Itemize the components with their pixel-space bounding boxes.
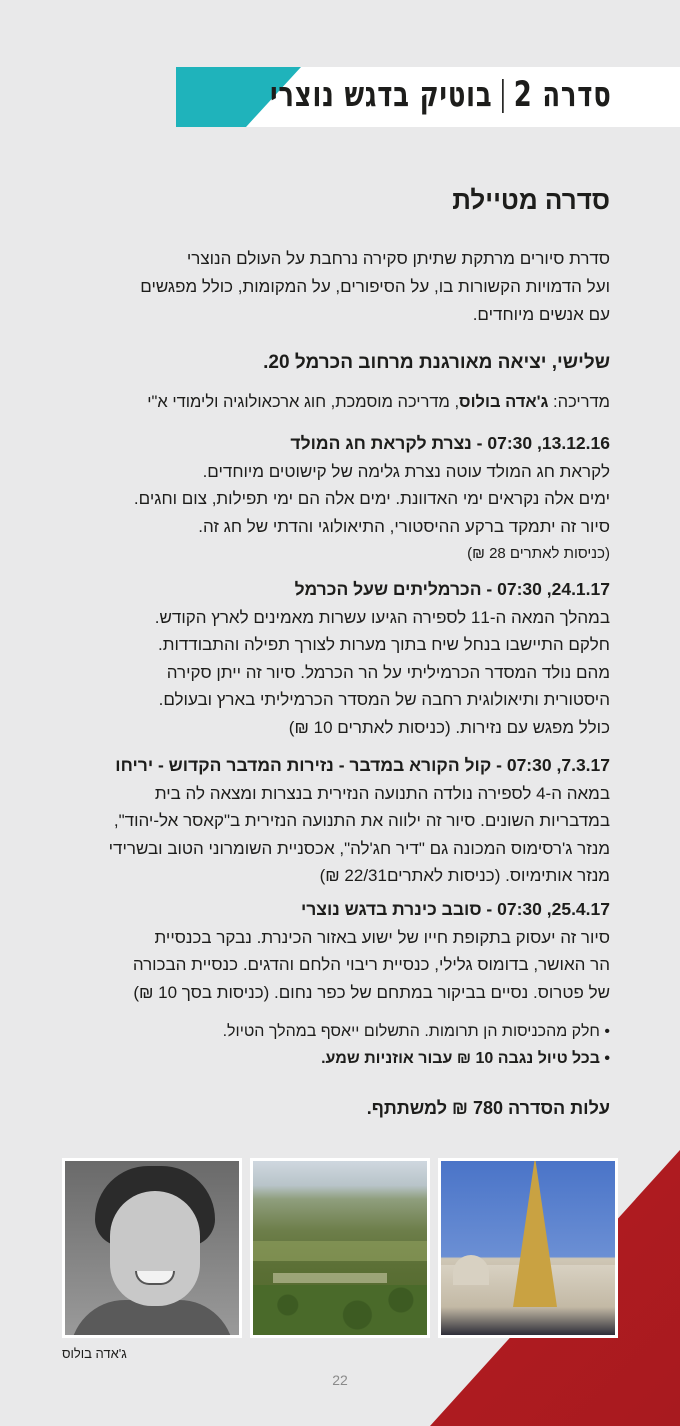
tour-item	[50, 430, 610, 568]
notes-list	[50, 1018, 610, 1072]
tour-line: במהלך המאה ה-11 לספירה הגיעו עשרות מאמינים לארץ הקודש.	[154, 607, 610, 627]
series-label: סדרה 2	[514, 75, 612, 115]
tour-line: חלקם התיישבו בנחל שיח בתוך מערות לצורך תפילה והתבודדות.	[158, 635, 610, 654]
page-number: 22	[332, 1372, 348, 1388]
section-intro	[70, 245, 610, 329]
tour-line: הר האושר, בדומוס גלילי, כנסיית ריבוי הלחם והדגים. כנסיית הבכורה	[132, 955, 610, 974]
intro-line: סדרת סיורים מרתקת שתיתן סקירה נרחבת על העולם הנוצרי	[186, 249, 610, 268]
note-item: • בכל טיול נגבה 10 ₪ עבור אוזניות שמע.	[321, 1050, 610, 1067]
tour-line: במדבריות השונים. סיור זה ילווה את התנועה הנזירית ב"קאסר אל-יהוד",	[113, 811, 610, 830]
guide-portrait-photo	[62, 1158, 242, 1338]
guide-info	[50, 393, 610, 412]
guide-prefix: מדריכה:	[553, 393, 610, 411]
tour-line: כולל מפגש עם נזירות. (כניסות לאתרים 10 ₪)	[288, 717, 610, 737]
tour-item	[50, 896, 610, 1006]
tour-line: מנזר ג'רסימוס המכונה גם "דיר חג'לה", אכסניית השומרוני הטוב ובשרידי	[108, 838, 610, 858]
intro-line: עם אנשים מיוחדים.	[472, 305, 610, 324]
tour-line: של פטרוס. נסיים בביקור במתחם של כפר נחום. (כניסות בסך 10 ₪)	[133, 982, 610, 1002]
banner-separator	[503, 79, 505, 113]
tour-heading: 24.1.17, 07:30 - הכרמליתים שעל הכרמל	[294, 579, 610, 599]
series-price: עלות הסדרה 780 ₪ למשתתף.	[366, 1098, 610, 1118]
christmas-tree-photo	[438, 1158, 618, 1338]
tour-item	[50, 576, 610, 741]
tour-note: (כניסות לאתרים 28 ₪)	[467, 545, 610, 562]
tour-line: במאה ה-4 לספירה נולדה התנועה הנזירית בנצרות ומצאה לה בית	[154, 783, 610, 803]
landscape-field	[253, 1241, 427, 1261]
tour-line: היסטורית ותיאולוגית רחבה של המסדר הכרמיליתי בארץ ובעולם.	[158, 690, 610, 709]
landscape-road	[273, 1273, 387, 1283]
banner-title	[270, 75, 612, 115]
church-dome	[453, 1255, 489, 1285]
portrait-face	[110, 1191, 200, 1306]
event-title: שלישי, יציאה מאורגנת מרחוב הכרמל 20.	[263, 352, 610, 373]
tour-line: סיור זה יעסוק בתקופת חייו של ישוע באזור הכינרת. נבקר בכנסיית	[154, 927, 610, 947]
landscape-photo	[250, 1158, 430, 1338]
intro-line: ועל הדמויות הקשורות בו, על הסיפורים, על המקומות, כולל מפגשים	[140, 277, 610, 296]
series-banner	[176, 67, 680, 127]
tour-line: לקראת חג המולד עוטה נצרת גלימה של קישוטים מיוחדים.	[202, 461, 610, 481]
tour-heading: 13.12.16, 07:30 - נצרת לקראת חג המולד	[290, 433, 610, 453]
tour-heading: 25.4.17, 07:30 - סובב כינרת בדגש נוצרי	[300, 899, 610, 919]
tour-line: מנזר אותימיוס. (כניסות לאתרים22/31 ₪)	[319, 866, 610, 885]
tour-line: ימים אלה נקראים ימי האדוונת. ימים אלה הם ימי תפילות, צום וחגים.	[133, 489, 610, 508]
tour-item	[50, 752, 610, 890]
tour-line: סיור זה יתמקד ברקע ההיסטורי, התיאולוגי והדתי של חג זה.	[198, 516, 610, 536]
photo-caption: ג'אדה בולוס	[62, 1346, 127, 1361]
section-title: סדרה מטיילת	[452, 185, 610, 215]
christmas-tree	[513, 1158, 557, 1307]
guide-description: , מדריכה מוסמכת, חוג ארכאולוגיה ולימודי א"י	[147, 393, 460, 411]
guide-name: ג'אדה בולוס	[459, 393, 549, 411]
tour-heading: 7.3.17, 07:30 - קול הקורא במדבר - נזירות המדבר הקדוש - יריחו	[115, 755, 610, 775]
landscape-trees	[253, 1285, 427, 1335]
note-item: • חלק מהכניסות הן תרומות. התשלום ייאסף במהלך הטיול.	[222, 1023, 610, 1040]
series-name: בוטיק בדגש נוצרי	[270, 75, 493, 115]
tour-line: מהם נולד המסדר הכרמיליתי על הר הכרמל. סיור זה ייתן סקירה	[166, 662, 610, 682]
